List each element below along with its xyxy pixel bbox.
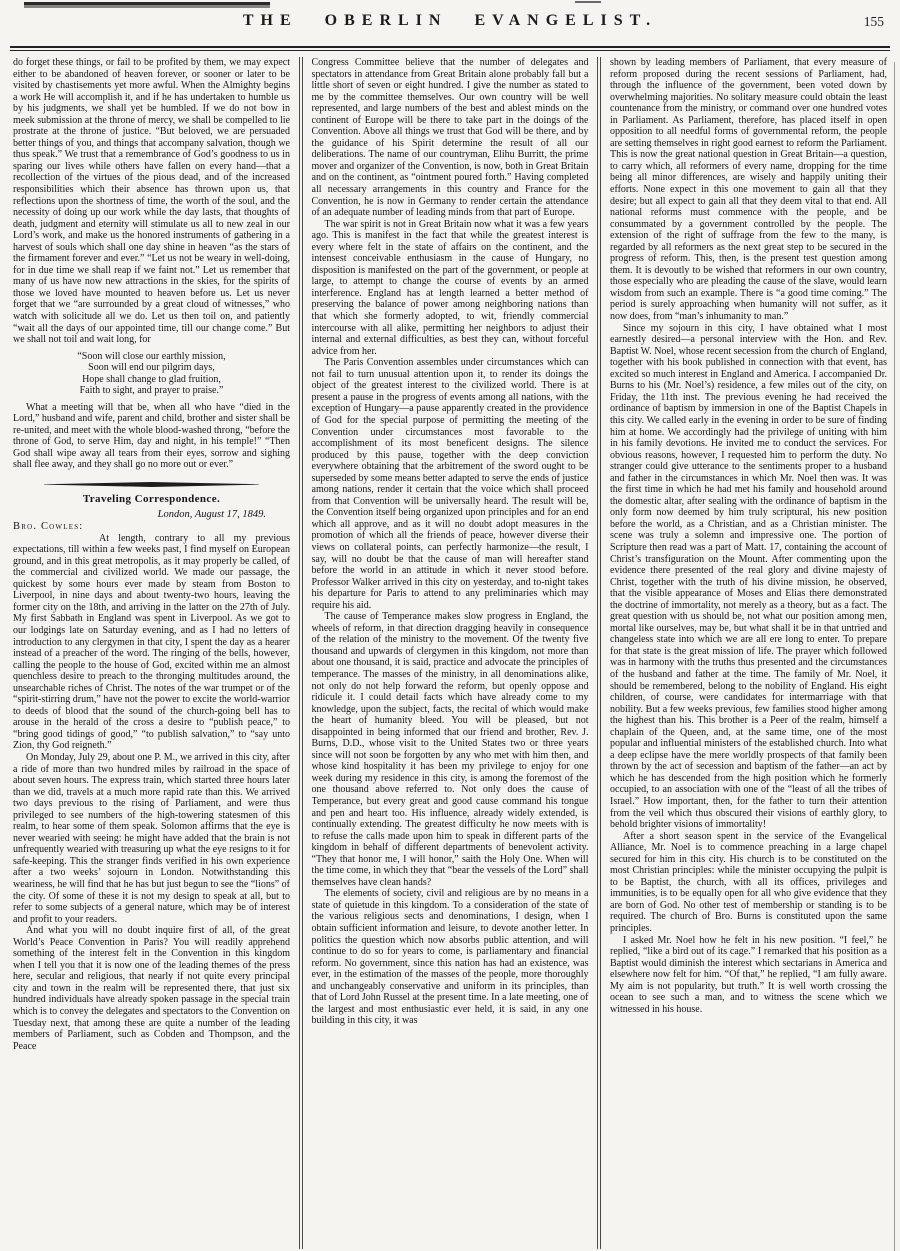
masthead-title: THE OBERLIN EVANGELIST. bbox=[242, 12, 658, 29]
columns-container bbox=[13, 57, 887, 1249]
article-dateline: London, August 17, 1849. bbox=[157, 508, 266, 520]
body-paragraph: On Monday, July 29, about one P. M., we arrived in this city, after a ride of more than two hundred miles by railroad in the space of about seven hours. The express train, which started three hours later than we did, travels at a much more rapid rate than this. We arrived two days previous to the rising of Parliament, and were thus privileged to see numbers of the high-towering statesmen of this realm, to hear some of them speak. Solomon affirms that the eye is never wearied with seeing: he might have added that the brain is not unfrequently wearied with treasuring up what the eye resigns to it for safe-keeping. This the stranger finds verified in his own experience after a two weeks’ sojourn in London. Notwithstanding this weariness, he will find that he has but just begun to see the “lions” of the city. Of some of these it is not my design to speak at all, but to refer to some subjects of a general nature, which may be of interest and profit to your readers. bbox=[13, 751, 290, 925]
body-paragraph: The Paris Convention assembles under circumstances which can not fail to turn unusual attention upon it, to render its doings the object of the greatest interest to the civilized world. There is at present a pause in the progress of events among all nations, with the exception of Hungary—a pause apparently created in the providence of God for the special purpose of permitting the meeting of the Convention under circumstances most favorable to the accomplishment of its most beneficent designs. The silence produced by this pause, together with the deep conviction everywhere obtaining that the arbitrement of the sword ought to be superseded by some means better adapted to serve the ends of justice among nations, render it certain that the voice which shall proceed from that Convention will be universally heard. The result will be, the Convention itself being organized upon principles and for an end which all approve, and as it will no doubt adopt measures in the promotion of which all the friends of peace, however diverse their views on collateral points, can perfectly harmonize—the result, I say, will no doubt be that the cause of man will hereafter stand before the world in an attitude in which it never stood before. Professor Walker arrived in this city on yesterday, and to-night takes his departure for Paris to attend to any preliminaries which may require his aid. bbox=[311, 357, 589, 611]
poem-line: Hope shall change to glad fruition, bbox=[82, 373, 221, 385]
top-rule-fragment-left bbox=[24, 2, 270, 5]
body-paragraph: The cause of Temperance makes slow progress in England, the wheels of reform, in that direction dragging heavily in consequence of the relation of the ministry to the movement. Of the twenty five thousand and upwards of clergymen in this kingdom, not more than about one thousand, it is said, practice and advocate the principles of temperance. The masses of the ministry, in all denominations alike, not only do not help forward the reform, but openly oppose and ridicule it. I could detail facts which have already come to my knowledge, upon the subject, facts, the recital of which would make the heart of humanity bleed. You will be pleased, but not disappointed in being informed that our friend and brother, Rev. J. Burns, D.D., whose visit to the United States two or three years since will not soon be forgotten by any who met with him then, and whose kind hospitality it has been my privilege to enjoy for one week during my residence in this city, is among the foremost of the one thousand above referred to. Not only does the cause of Temperance, but every great and good cause command his tongue and pen and heart too. His influence, already widely extended, is continually extending. The greatest difficulty he now meets with is to refuse the calls made upon him to speak in different parts of the kingdom in behalf of different departments of benevolent activity. “They that honor me, I will honor,” saith the Holy One. When will the time come, in which they that “bear the vessels of the Lord” shall themselves have clean hands? bbox=[311, 611, 589, 888]
page-edge-line bbox=[894, 62, 895, 1251]
body-paragraph: The war spirit is not in Great Britain now what it was a few years ago. This is manifest in the fact that while the greatest interest is every where felt in the state of affairs on the continent, and the intensest conceivable enthusiasm in the cause of Hungary, no disposition is manifested on the part of the government, or people at large, to attempt to change the course of events by an armed interference. England has at length learned a better method of preserving the balance of power among neighboring nations than that which she formerly adopted, to wit, friendly commercial intercourse with all alike, permitting her neighbors to adjust their internal and external difficulties, as best they can, without forceful advice from her. bbox=[311, 218, 589, 357]
column-rule bbox=[299, 57, 303, 1249]
poem-line: Faith to sight, and prayer to praise.” bbox=[79, 385, 224, 397]
body-paragraph: I asked Mr. Noel how he felt in his new position. “I feel,” he replied, “like a bird out of its cage.” I remarked that his position as a Baptist would diminish the interest which sectarians in America and elsewhere now felt for him. “Of that,” he replied, “I am fully aware. My aim is not popularity, but truth.” It is well worth crossing the ocean to see such a man, and to witness the scene which we witnessed in his house. bbox=[610, 934, 887, 1015]
column-3 bbox=[610, 57, 887, 1249]
body-paragraph: And what you will no doubt inquire first of all, of the great World’s Peace Convention in Paris? You will readily apprehend something of the interest felt in the Convention in this kingdom when I tell you that it is now one of the leading themes of the press here, secular and religious, that nearly if not quite every principal city and town in the realm will be represented there, that just six hundred individuals have already spoken passage in the special train which is to convey the delegates and spectators to the Convention on Tuesday next, that among these are quite a number of the leading members of Parliament, such as Cobden and Thompson, and the Peace bbox=[13, 925, 290, 1052]
body-paragraph: The elements of society, civil and religious are by no means in a state of quietude in this kingdom. To a consideration of the state of the various religious sects and denominations, I design, when I obtain sufficient information and leisure, to devote another letter. In politics the question which now absorbs public attention, and will continue to do so for years to come, is parliamentary and financial reform. No government, since this nation has had an existence, was ever, in the estimation of the masses of the people, more thoroughly and unchangeably conservative and uniform in its principles, than that of Lord John Russel at the present time. In a late meeting, one of the largest and most enthusiastic ever held, it is said, in any one building in this city, it was bbox=[311, 888, 589, 1027]
body-paragraph: What a meeting will that be, when all who have “died in the Lord,” husband and wife, parent and child, brother and sister shall be re-united, and meet with the whole blood-washed throng, “before the throne of God, to serve Him, day and night, in his temple!” “Then God shall wipe away all tears from their eyes, sorrow and sighing shall flee away, and they shall go no more out or ever.” bbox=[13, 401, 290, 471]
poem-line: “Soon will close our earthly mission, bbox=[77, 350, 226, 362]
article-salutation: Bro. Cowles: bbox=[13, 521, 84, 533]
masthead-double-rule bbox=[10, 46, 890, 51]
body-paragraph: Congress Committee believe that the number of delegates and spectators in attendance from Great Britain alone probably fall but a little short of seven or eight hundred. I give the number as stated to me by the committee themselves. Our own country will be well represented, and large numbers of the best and ablest minds on the continent of Europe will be there to take part in the doings of the Convention. Above all things we trust that God will be there, and by the guidance of his Spirit determine the result of all our deliberations. The name of our countryman, Elihu Burritt, the prime mover and organizer of the Convention, is now, both in Great Britain and on the continent, as “ointment poured forth.” Having completed all necessary arrangements in this country and France for the Convention, he is now in Germany to render certain the attendance of an adequate number of leading minds from that part of Europe. bbox=[311, 57, 589, 219]
body-paragraph: After a short season spent in the service of the Evangelical Alliance, Mr. Noel is to commence preaching in a large chapel secured for him in this city. His church is to be constituted on the most Christian principles: while the minister occupying the pulpit is to be Baptist, the church, with all its offices, privileges and immunities, is to be equally open for all who give evidence that they are born of God. No other test of membership or standing is to be required. The church of Bro. Burns is constituted upon the same principles. bbox=[610, 830, 887, 935]
section-divider-rule bbox=[44, 482, 259, 487]
poem bbox=[13, 351, 290, 397]
page-number: 155 bbox=[863, 14, 884, 29]
body-paragraph: At length, contrary to all my previous expectations, till within a few weeks past, I find myself on European ground, and in this great metropolis, as it may properly be called, of the commercial and civilized world. We made our passage, the quickest by some hours ever made by steam from Boston to Liverpool, in nine days and about twenty-two hours, leaving the former city on the 18th, and arriving in the latter on the 27th of July. My first Sabbath in England was spent in Liverpool. As we got to our lodgings late on Saturday evening, and as I had no letters of introduction to any clergymen in that city, I spent the day as a hearer instead of a preacher of the word. The ringing of the bells, however, calling the people to the house of God, excited within me an almost quenchless desire to preach to the thronging multitudes around, the unsearchable riches of Christ. The notes of the war trumpet or of the “spirit-stirring drum,” have not the power to excite the world-warrior to deeds of blood that the sound of the church-going bell has to arouse in the herald of the cross a desire to “publish peace,” to “bring good tidings of good,” “to publish salvation,” to “say unto Zion, thy God reigneth.” bbox=[13, 532, 290, 752]
top-rule-fragment-mid bbox=[575, 1, 601, 3]
column-2 bbox=[312, 57, 589, 1249]
body-paragraph: shown by leading members of Parliament, that every measure of reform proposed during the recent sessions of Parliament, had, through the influence of the government, been voted down by overwhelming majorities. No solitary measure could obtain the least countenance from the ministry, or command over one hundred votes in Parliament. As Parliament, therefore, has placed itself in open opposition to all needful forms of governmental reform, the people are setting themselves in right good earnest to reform the Parliament. This is now the great national question in Great Britain—a question, to carry which, all reformers of every name, dropping for the time being all minor differences, are wisely and happily uniting their efforts. None expect in this one movement to gain all that they desire; but all expect to gain all that they deem vital to that end. All national reforms must commence with the people, and be consummated by a government controlled by the people. The extension of the right of suffrage from the few to the many, is regarded by all reformers as the next great step to be secured in the progress of reform. This, then, is the present test question among them. It is devoutly to be wished that reformers in our own country, those especially who are pleading the cause of the slave, would learn wisdom from such an example. There is “a good time coming.” The period is surely approaching when humanity will not suffer, as it now does, from “man’s inhumanity to man.” bbox=[610, 57, 887, 323]
body-paragraph: Since my sojourn in this city, I have obtained what I most earnestly desired—a personal interview with the Hon. and Rev. Baptist W. Noel, whose recent secession from the church of England, together with his book published in connection with that event, has excited so much interest in England and America. I accompanied Dr. Burns to his (Mr. Noel’s) residence, a few miles out of the city, on Friday, the 11th inst. The previous evening he had received the ordinance of baptism by immersion in one of the Baptist Chapels in this city. We called early in the evening in order to be sure of finding him at home. We accordingly had the privilege of uniting with him in his family devotions. He invited me to conduct the services. For obvious reasons, however, I requested him to perform the duty. No stranger could give utterance to the sentiments proper to a husband and father in the circumstances in which Mr. Noel then was. It was the first time in which he had met his family and household around the domestic altar, after sealing with the ordinance of baptism in the only form now deemed by him truly scriptural, his new position before the world, as a Christian, and as a Christian minister. The scene was truly a solemn and impressive one. The portion of Scripture then read was a part of Matt. 17, containing the account of Christ’s transfiguration on the Mount. After commenting upon the evidence there presented of the real glory and divine majesty of Christ, together with the truth of his divine mission, he observed, that the visible appearance of Moses and Elias there demonstrated the doctrine of immortality, not merely as a theory, but as a fact. The great question with us should be, not what our position among men, mortal like ourselves, may be, but what shall it be in that untried and changeless state into which we are all ere long to enter. To prepare for that state is the great mission of life. The prayer which followed was in harmony with the truths thus presented and the circumstances of the husband and father at the time. The family of Mr. Noel, it should be remembered, belong to the nobility of England. His eight children, of course, were candidates for intermarriage with that nobility. But a few weeks previous, few families stood higher among the highest than his. This brother is a Peer of the realm, himself a chaplain of the Queen, and, at the same time, one of the most popular and influential ministers of the established church. Into what a deep eclipse have the mere worldly prospects of that family been thrown by the act of secession and baptism of the father—an act by which he has descended from the high position which he formerly occupied, to an association with one of the “least of all the tribes of Israel.” How important, then, for the father to turn their attention from the veil which thus obscured their visions of earthly glory, to behold brighter visions of immortality! bbox=[610, 322, 887, 831]
column-rule bbox=[597, 57, 601, 1249]
article-heading: Traveling Correspondence. bbox=[82, 492, 221, 505]
masthead bbox=[0, 12, 900, 30]
column-1 bbox=[13, 57, 290, 1249]
poem-line: Soon will end our pilgrim days, bbox=[88, 362, 215, 374]
body-paragraph: do forget these things, or fail to be profited by them, we may expect either to be abandoned of heaven forever, or sooner or later to be visited by chastisements yet more awful. When the Almighty begins a work He will accomplish it, and if he has undertaken to humble us by his judgments, we shall yet be humbled. If we do not bow in meek submission at the throne of mercy, we shall be compelled to lie prostrate at the throne of justice. “But beloved, we are persuaded better things of you, and things that accompany salvation, though we thus speak.” We trust that a remembrance of God’s goodness to us in sparing our lives while others have fallen on every hand—that a recollection of the virtues of the pious dead, and of the increased responsibilities which their absence has thrown upon us, that reflections upon the shortness of time, the worth of the soul, and the necessity of doing up our work while the day lasts, that thoughts of death, judgment and eternity will stimulate us all to new zeal in our Lord’s work, and make us the honored instruments of gathering in a harvest of souls which shall one day shine in heaven “as the stars of the firmament forever and ever.” “Let us not be weary in well-doing, for in due time we shall reap if we faint not.” Let us remember that many of us have now new attractions in the skies, for the spirits of those we loved have mounted to heaven before us. Let us never forget that we “are surrounded by a great cloud of witnesses,” who watch with solicitude all we do. Let us then toil on, and patiently “wait all the days of our appointed time, till our change come.” But we shall not toil and wait long, for bbox=[13, 57, 290, 346]
